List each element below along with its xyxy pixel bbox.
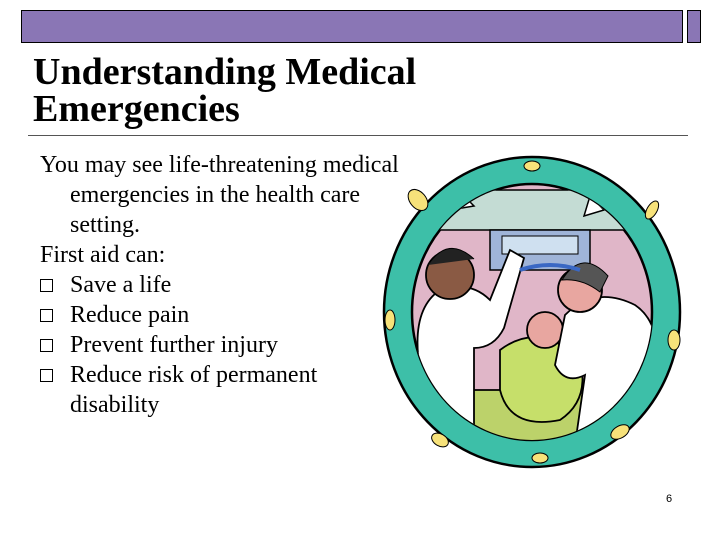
list-item-text: Reduce risk of permanent disability [70,362,318,418]
list-item [40,360,400,420]
intro-paragraph: You may see life-threatening medical emergencies in the health care setting. [40,152,399,238]
square-bullet-icon [40,369,53,382]
slide-title [33,51,417,130]
header-accent-bar [21,10,683,43]
title-divider [28,135,688,136]
slide-title-line-2: Emergencies [33,88,240,130]
square-bullet-icon [40,309,53,322]
page-number: 6 [666,493,673,505]
list-item-text: Save a life [70,272,172,298]
list-item-text: Reduce pain [70,302,190,328]
square-bullet-icon [40,279,53,292]
list-item [40,300,400,330]
header-accent-square [687,10,701,43]
first-aid-ambulance-illustration [380,140,700,480]
first-aid-benefits-list [40,270,400,420]
lead-paragraph: First aid can: [40,242,166,268]
list-item-text: Prevent further injury [70,332,278,358]
list-item [40,330,400,360]
list-item [40,270,400,300]
slide-body [40,150,400,420]
square-bullet-icon [40,339,53,352]
slide-title-line-1: Understanding Medical [33,51,417,93]
